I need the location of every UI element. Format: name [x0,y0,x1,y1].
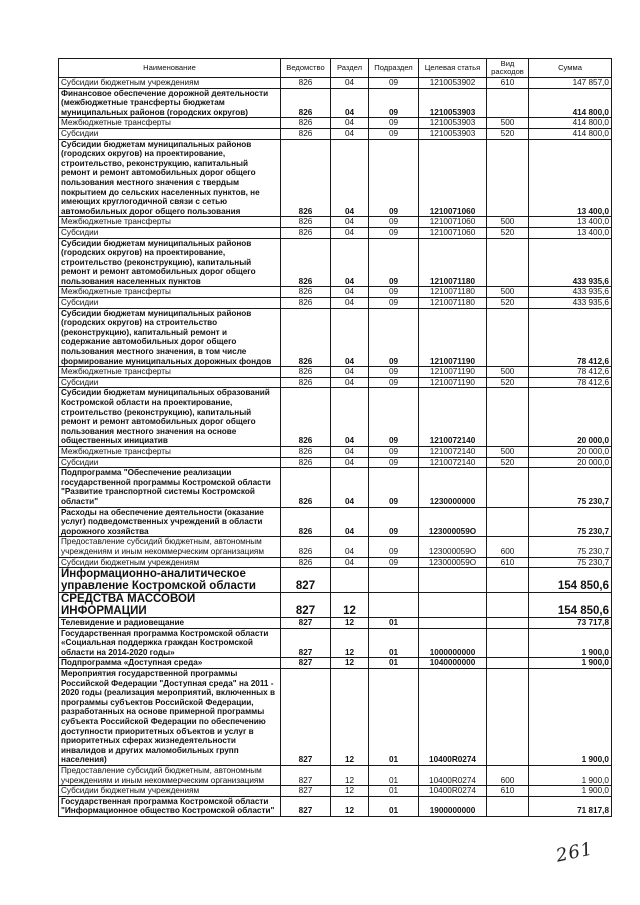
cell-razdel: 04 [331,557,369,568]
cell-razdel: 04 [331,457,369,468]
cell-statya: 1210053902 [419,78,487,89]
table-row [59,78,612,89]
cell-name: Субсидии [59,298,281,309]
cell-name: Информационно-аналитическое управление Костромской области [59,568,281,593]
cell-razdel: 04 [331,537,369,557]
header-name: Наименование [59,59,281,78]
cell-vid [487,618,529,629]
cell-name: СРЕДСТВА МАССОВОЙ ИНФОРМАЦИИ [59,593,281,618]
cell-ved: 827 [281,618,331,629]
cell-summa: 75 230,7 [529,468,612,507]
table-row [59,669,612,766]
cell-name: Межбюджетные трансферты [59,118,281,129]
table-row [59,128,612,139]
table-row [59,88,612,118]
cell-statya [419,568,487,593]
table-row [59,377,612,388]
cell-vid [487,628,529,658]
cell-podrazdel: 09 [369,217,419,228]
cell-vid [487,238,529,287]
cell-podrazdel: 09 [369,537,419,557]
cell-summa: 78 412,6 [529,308,612,367]
cell-podrazdel: 09 [369,139,419,217]
cell-razdel: 04 [331,128,369,139]
cell-name: Субсидии бюджетам муниципальных районов (городских округов) на строительство (реконструкцию), капитальный ремонт и содержание автомобильных дорог общего пользования местного значения, в том числе формирование муниципальных дорожных фондов [59,308,281,367]
cell-statya: 1210071180 [419,238,487,287]
cell-vid: 520 [487,227,529,238]
cell-podrazdel: 09 [369,457,419,468]
cell-name: Субсидии [59,457,281,468]
header-razdel: Раздел [331,59,369,78]
cell-razdel: 04 [331,118,369,129]
cell-summa: 73 717,8 [529,618,612,629]
cell-vid: 520 [487,377,529,388]
cell-summa: 433 935,6 [529,238,612,287]
cell-podrazdel: 09 [369,118,419,129]
cell-vid: 500 [487,217,529,228]
cell-statya: 10400R0274 [419,669,487,766]
cell-vid: 520 [487,298,529,309]
cell-statya: 1210072140 [419,457,487,468]
cell-vid: 500 [487,287,529,298]
header-statya: Целевая статья [419,59,487,78]
cell-name: Субсидии бюджетным учреждениям [59,557,281,568]
header-vid: Вид расходов [487,59,529,78]
cell-statya [419,593,487,618]
cell-vid [487,88,529,118]
cell-ved: 827 [281,786,331,797]
cell-ved: 826 [281,468,331,507]
table-row [59,227,612,238]
cell-name: Субсидии бюджетам муниципальных районов (городских округов) на проектирование, строительство, реконструкцию, капитальный ремонт и ремонт автомобильных дорог общего пользования местного значения с твердым покрытием до сельских населенных пунктов, не имеющих круглогодичной связи с сетью автомобильных дорог общего пользования [59,139,281,217]
cell-vid: 500 [487,118,529,129]
cell-vid: 610 [487,557,529,568]
cell-ved: 826 [281,388,331,447]
table-row [59,557,612,568]
cell-statya: 1210071060 [419,227,487,238]
cell-statya: 1230000000 [419,468,487,507]
cell-statya: 123000059О [419,557,487,568]
cell-statya: 1210071190 [419,308,487,367]
cell-statya: 123000059О [419,537,487,557]
cell-statya: 1210071190 [419,377,487,388]
cell-summa: 414 800,0 [529,128,612,139]
table-row [59,367,612,378]
cell-ved: 826 [281,78,331,89]
cell-ved: 826 [281,367,331,378]
budget-table-sheet [58,58,612,817]
cell-vid: 600 [487,766,529,786]
cell-vid: 520 [487,128,529,139]
cell-ved: 826 [281,139,331,217]
cell-razdel: 04 [331,308,369,367]
cell-summa: 78 412,6 [529,377,612,388]
cell-name: Межбюджетные трансферты [59,367,281,378]
cell-summa: 13 400,0 [529,217,612,228]
cell-podrazdel: 09 [369,388,419,447]
header-ved: Ведомство [281,59,331,78]
table-body [59,78,612,817]
cell-podrazdel: 01 [369,669,419,766]
cell-summa: 414 800,0 [529,118,612,129]
cell-summa: 414 800,0 [529,88,612,118]
cell-podrazdel: 09 [369,377,419,388]
cell-name: Субсидии бюджетам муниципальных образований Костромской области на проектирование, строительство (реконструкцию), капитальный ремонт и ремонт автомобильных дорог общего пользования местного значения на основе общественных инициатив [59,388,281,447]
cell-razdel: 04 [331,377,369,388]
cell-name: Предоставление субсидий бюджетным, автономным учреждениям и иным некоммерческим организациям [59,537,281,557]
cell-statya: 1000000000 [419,628,487,658]
cell-podrazdel: 09 [369,287,419,298]
cell-name: Подпрограмма "Обеспечение реализации государственной программы Костромской области "Развитие транспортной системы Костромской области" [59,468,281,507]
cell-podrazdel [369,593,419,618]
cell-statya: 1210071180 [419,298,487,309]
cell-name: Мероприятия государственной программы Российской Федерации "Доступная среда" на 2011 - 2020 годы (реализация мероприятий, включенных в программы субъектов Российской Федерации, разработанных на основе примерной программы субъекта Российской Федерации по обеспечению доступности приоритетных объектов и услуг в приоритетных сферах жизнедеятельности инвалидов и других маломобильных групп населения) [59,669,281,766]
cell-podrazdel: 09 [369,238,419,287]
cell-vid [487,658,529,669]
cell-ved: 827 [281,628,331,658]
cell-summa: 20 000,0 [529,446,612,457]
cell-vid [487,139,529,217]
cell-ved: 826 [281,507,331,537]
cell-name: Межбюджетные трансферты [59,217,281,228]
cell-statya: 10400R0274 [419,766,487,786]
cell-summa: 75 230,7 [529,507,612,537]
cell-razdel: 04 [331,227,369,238]
table-row [59,628,612,658]
cell-ved: 826 [281,88,331,118]
cell-name: Телевидение и радиовещание [59,618,281,629]
cell-summa: 147 857,0 [529,78,612,89]
cell-summa: 78 412,6 [529,367,612,378]
header-podrazdel: Подраздел [369,59,419,78]
cell-statya: 1210071060 [419,217,487,228]
cell-vid [487,669,529,766]
table-row [59,118,612,129]
cell-podrazdel: 01 [369,658,419,669]
cell-razdel: 04 [331,139,369,217]
cell-name: Финансовое обеспечение дорожной деятельности (межбюджетные трансферты бюджетам муниципальных районов (городских округов) [59,88,281,118]
cell-statya: 1210053903 [419,128,487,139]
cell-razdel: 04 [331,78,369,89]
cell-name: Государственная программа Костромской области «Социальная поддержка граждан Костромской области на 2014-2020 годы» [59,628,281,658]
cell-name: Государственная программа Костромской области "Информационное общество Костромской области" [59,796,281,816]
cell-razdel: 12 [331,796,369,816]
cell-ved: 827 [281,796,331,816]
cell-ved: 827 [281,568,331,593]
table-row [59,388,612,447]
cell-razdel: 04 [331,367,369,378]
cell-razdel: 04 [331,238,369,287]
cell-razdel: 12 [331,766,369,786]
cell-ved: 826 [281,377,331,388]
cell-podrazdel: 09 [369,367,419,378]
cell-summa: 433 935,6 [529,287,612,298]
table-row [59,658,612,669]
table-row [59,618,612,629]
cell-ved: 827 [281,669,331,766]
cell-podrazdel: 01 [369,618,419,629]
table-row [59,446,612,457]
cell-statya: 1210072140 [419,446,487,457]
cell-podrazdel: 09 [369,557,419,568]
table-row [59,507,612,537]
table-row [59,796,612,816]
cell-ved: 826 [281,128,331,139]
cell-podrazdel [369,568,419,593]
cell-summa: 75 230,7 [529,537,612,557]
cell-name: Субсидии бюджетам муниципальных районов (городских округов) на проектирование, строительство (реконструкцию), капитальный ремонт и ремонт автомобильных дорог общего пользования населенных пунктов [59,238,281,287]
cell-podrazdel: 01 [369,796,419,816]
cell-razdel: 04 [331,388,369,447]
cell-vid [487,593,529,618]
table-row [59,217,612,228]
cell-razdel: 04 [331,298,369,309]
cell-summa: 433 935,6 [529,298,612,309]
cell-summa: 1 900,0 [529,658,612,669]
cell-name: Субсидии [59,377,281,388]
cell-podrazdel: 09 [369,227,419,238]
cell-podrazdel: 09 [369,298,419,309]
cell-statya: 1210072140 [419,388,487,447]
cell-ved: 826 [281,537,331,557]
budget-table [58,58,612,817]
cell-vid: 610 [487,78,529,89]
cell-vid: 500 [487,367,529,378]
cell-razdel: 04 [331,287,369,298]
cell-name: Субсидии [59,227,281,238]
cell-ved: 826 [281,238,331,287]
cell-statya: 1210053903 [419,88,487,118]
cell-name: Подпрограмма «Доступная среда» [59,658,281,669]
cell-podrazdel: 09 [369,446,419,457]
cell-vid [487,308,529,367]
cell-razdel: 04 [331,446,369,457]
cell-name: Межбюджетные трансферты [59,287,281,298]
table-row [59,139,612,217]
cell-ved: 826 [281,298,331,309]
table-row [59,238,612,287]
cell-podrazdel: 09 [369,78,419,89]
table-header-row [59,59,612,78]
cell-ved: 826 [281,217,331,228]
cell-ved: 826 [281,557,331,568]
cell-ved: 826 [281,287,331,298]
cell-summa: 75 230,7 [529,557,612,568]
table-row [59,593,612,618]
cell-statya: 1040000000 [419,658,487,669]
cell-summa: 1 900,0 [529,786,612,797]
cell-vid: 610 [487,786,529,797]
cell-razdel: 04 [331,217,369,228]
cell-vid [487,468,529,507]
cell-statya [419,618,487,629]
cell-name: Межбюджетные трансферты [59,446,281,457]
cell-ved: 827 [281,766,331,786]
cell-podrazdel: 01 [369,786,419,797]
page-number-handwritten: 261 [554,838,596,867]
cell-razdel: 12 [331,786,369,797]
cell-razdel: 04 [331,88,369,118]
cell-podrazdel: 09 [369,128,419,139]
cell-statya: 1900000000 [419,796,487,816]
cell-summa: 71 817,8 [529,796,612,816]
cell-name: Предоставление субсидий бюджетным, автономным учреждениям и иным некоммерческим организациям [59,766,281,786]
cell-vid [487,507,529,537]
cell-razdel: 12 [331,669,369,766]
cell-ved: 827 [281,593,331,618]
cell-razdel: 04 [331,468,369,507]
cell-razdel: 12 [331,618,369,629]
cell-ved: 827 [281,658,331,669]
cell-statya: 123000059О [419,507,487,537]
table-row [59,287,612,298]
table-row [59,308,612,367]
cell-summa: 1 900,0 [529,628,612,658]
table-row [59,568,612,593]
cell-vid: 600 [487,537,529,557]
cell-razdel: 04 [331,507,369,537]
cell-name: Субсидии [59,128,281,139]
table-row [59,468,612,507]
header-summa: Сумма [529,59,612,78]
cell-podrazdel: 09 [369,507,419,537]
cell-razdel: 12 [331,593,369,618]
cell-vid [487,568,529,593]
table-row [59,457,612,468]
cell-podrazdel: 09 [369,88,419,118]
cell-summa: 20 000,0 [529,388,612,447]
table-row [59,537,612,557]
table-row [59,786,612,797]
cell-summa: 154 850,6 [529,568,612,593]
cell-name: Расходы на обеспечение деятельности (оказание услуг) подведомственных учреждений в области дорожного хозяйства [59,507,281,537]
cell-summa: 13 400,0 [529,227,612,238]
cell-summa: 154 850,6 [529,593,612,618]
cell-podrazdel: 01 [369,628,419,658]
cell-razdel: 12 [331,658,369,669]
cell-name: Субсидии бюджетным учреждениям [59,786,281,797]
cell-razdel [331,568,369,593]
cell-summa: 1 900,0 [529,669,612,766]
table-row [59,766,612,786]
cell-vid [487,388,529,447]
cell-statya: 1210071180 [419,287,487,298]
cell-statya: 1210071060 [419,139,487,217]
cell-razdel: 12 [331,628,369,658]
table-row [59,298,612,309]
cell-podrazdel: 09 [369,468,419,507]
cell-ved: 826 [281,118,331,129]
cell-vid: 520 [487,457,529,468]
cell-statya: 1210053903 [419,118,487,129]
cell-ved: 826 [281,446,331,457]
cell-statya: 10400R0274 [419,786,487,797]
cell-podrazdel: 09 [369,308,419,367]
cell-name: Субсидии бюджетным учреждениям [59,78,281,89]
cell-ved: 826 [281,308,331,367]
cell-summa: 1 900,0 [529,766,612,786]
cell-vid: 500 [487,446,529,457]
cell-ved: 826 [281,227,331,238]
cell-summa: 13 400,0 [529,139,612,217]
cell-ved: 826 [281,457,331,468]
cell-vid [487,796,529,816]
cell-summa: 20 000,0 [529,457,612,468]
cell-statya: 1210071190 [419,367,487,378]
cell-podrazdel: 01 [369,766,419,786]
